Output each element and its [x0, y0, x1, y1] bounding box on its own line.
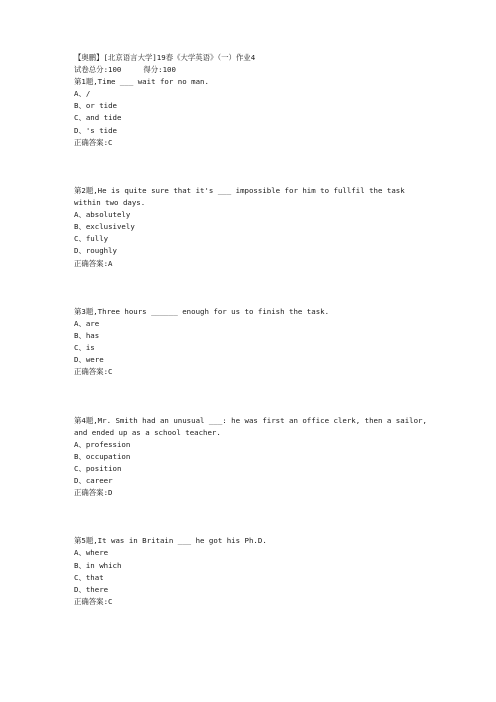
option-a: A、absolutely — [74, 210, 131, 220]
correct-answer: 正确答案:D — [74, 488, 113, 498]
option-c: C、and tide — [74, 113, 122, 123]
correct-answer: 正确答案:C — [74, 596, 113, 606]
option-c: C、position — [74, 463, 122, 473]
option-a: A、profession — [74, 439, 131, 449]
option-b: B、has — [74, 330, 100, 340]
question-stem: 第5题,It was in Britain ___ he got his Ph.D. — [74, 536, 267, 546]
option-b: B、in which — [74, 560, 122, 570]
question-3 — [74, 306, 434, 379]
document-page — [74, 52, 434, 608]
option-a: A、/ — [74, 89, 91, 99]
correct-answer: 正确答案:A — [74, 258, 113, 268]
document-title: 【奥鹏】[北京语言大学]19春《大学英语》（一）作业4 — [74, 53, 256, 62]
option-b: B、exclusively — [74, 222, 135, 232]
option-c: C、is — [74, 343, 95, 353]
question-5 — [74, 535, 434, 608]
option-a: A、are — [74, 318, 100, 328]
question-stem: 第4题,Mr. Smith had an unusual ___: he was first an office clerk, then a sailor, and ended up as a school teacher. — [74, 415, 427, 437]
correct-answer: 正确答案:C — [74, 367, 113, 377]
option-a: A、where — [74, 548, 109, 558]
total-score: 试卷总分:100 — [74, 65, 122, 75]
correct-answer: 正确答案:C — [74, 137, 113, 147]
question-2 — [74, 185, 434, 270]
option-d: D、's tide — [74, 125, 117, 135]
option-d: D、were — [74, 355, 104, 365]
option-b: B、occupation — [74, 451, 131, 461]
question-4 — [74, 415, 434, 500]
option-b: B、or tide — [74, 101, 117, 111]
score-line — [74, 64, 434, 76]
option-d: D、there — [74, 584, 109, 594]
question-1 — [74, 76, 434, 149]
question-stem: 第2题,He is quite sure that it's ___ impossible for him to fullfil the task within two days. — [74, 185, 405, 208]
option-d: D、roughly — [74, 246, 117, 256]
obtained-score: 得分:100 — [143, 65, 176, 75]
option-d: D、career — [74, 476, 113, 485]
question-stem: 第3题,Three hours ______ enough for us to finish the task. — [74, 306, 330, 316]
option-c: C、fully — [74, 234, 109, 244]
option-c: C、that — [74, 572, 104, 582]
question-stem: 第1题,Time ___ wait for no man. — [74, 77, 209, 87]
